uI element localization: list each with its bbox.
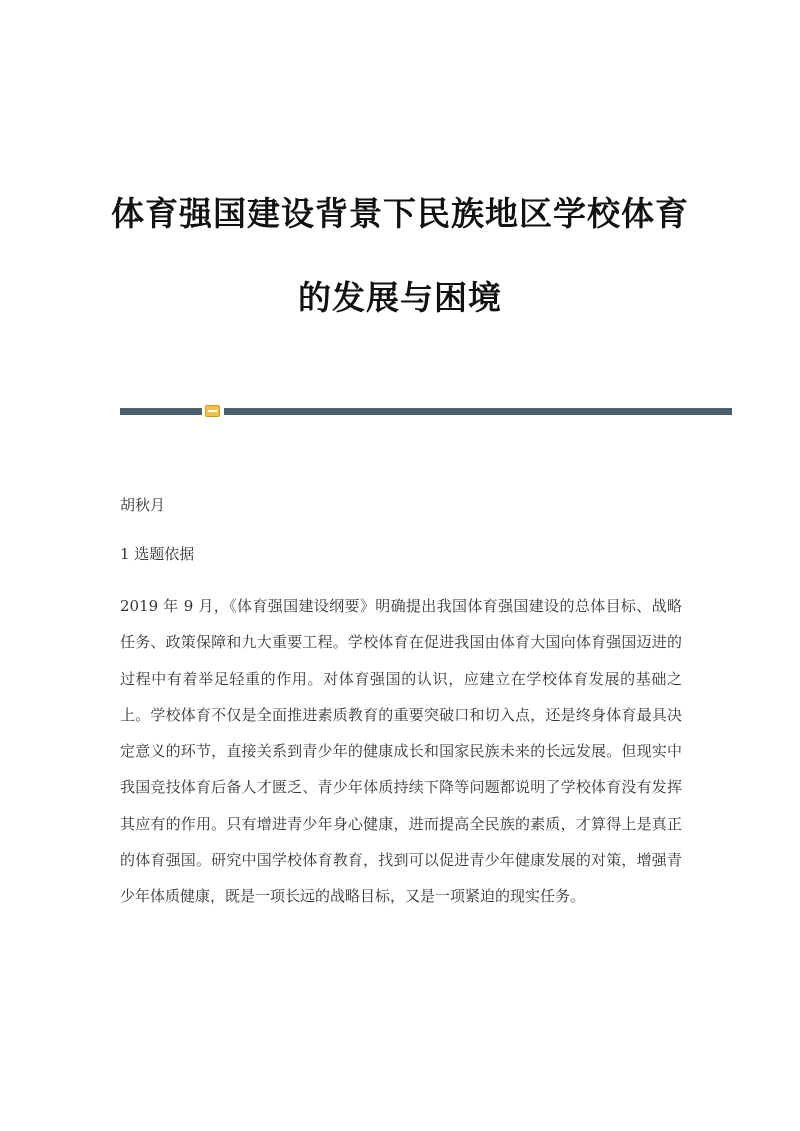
document-title-line-2: 的发展与困境	[298, 278, 502, 317]
section-heading: 1 选题依据	[120, 545, 195, 563]
title-divider-right	[224, 408, 732, 415]
title-divider-left	[120, 408, 202, 415]
body-paragraph: 2019 年 9 月，《体育强国建设纲要》明确提出我国体育强国建设的总体目标、战略任务、政策保障和九大重要工程。学校体育在促进我国由体育大国向体育强国迈进的过程中有着举足轻重的作用。对体育强国的认识，应建立在学校体育发展的基础之上。学校体育不仅是全面推进素质教育的重要突破口和切入点，还是终身体育最具决定意义的环节，直接关系到青少年的健康成长和国家民族未来的长远发展。但现实中我国竞技体育后备人才匮乏、青少年体质持续下降等问题都说明了学校体育没有发挥其应有的作用。只有增进青少年身心健康，进而提高全民族的素质，才算得上是真正的体育强国。研究中国学校体育教育，找到可以促进青少年健康发展的对策，增强青少年体质健康，既是一项长远的战略目标，又是一项紧迫的现实任务。	[120, 597, 682, 906]
author-name: 胡秋月	[120, 496, 166, 514]
document-icon	[205, 405, 220, 417]
document-title-line-1: 体育强国建设背景下民族地区学校体育	[111, 194, 689, 233]
